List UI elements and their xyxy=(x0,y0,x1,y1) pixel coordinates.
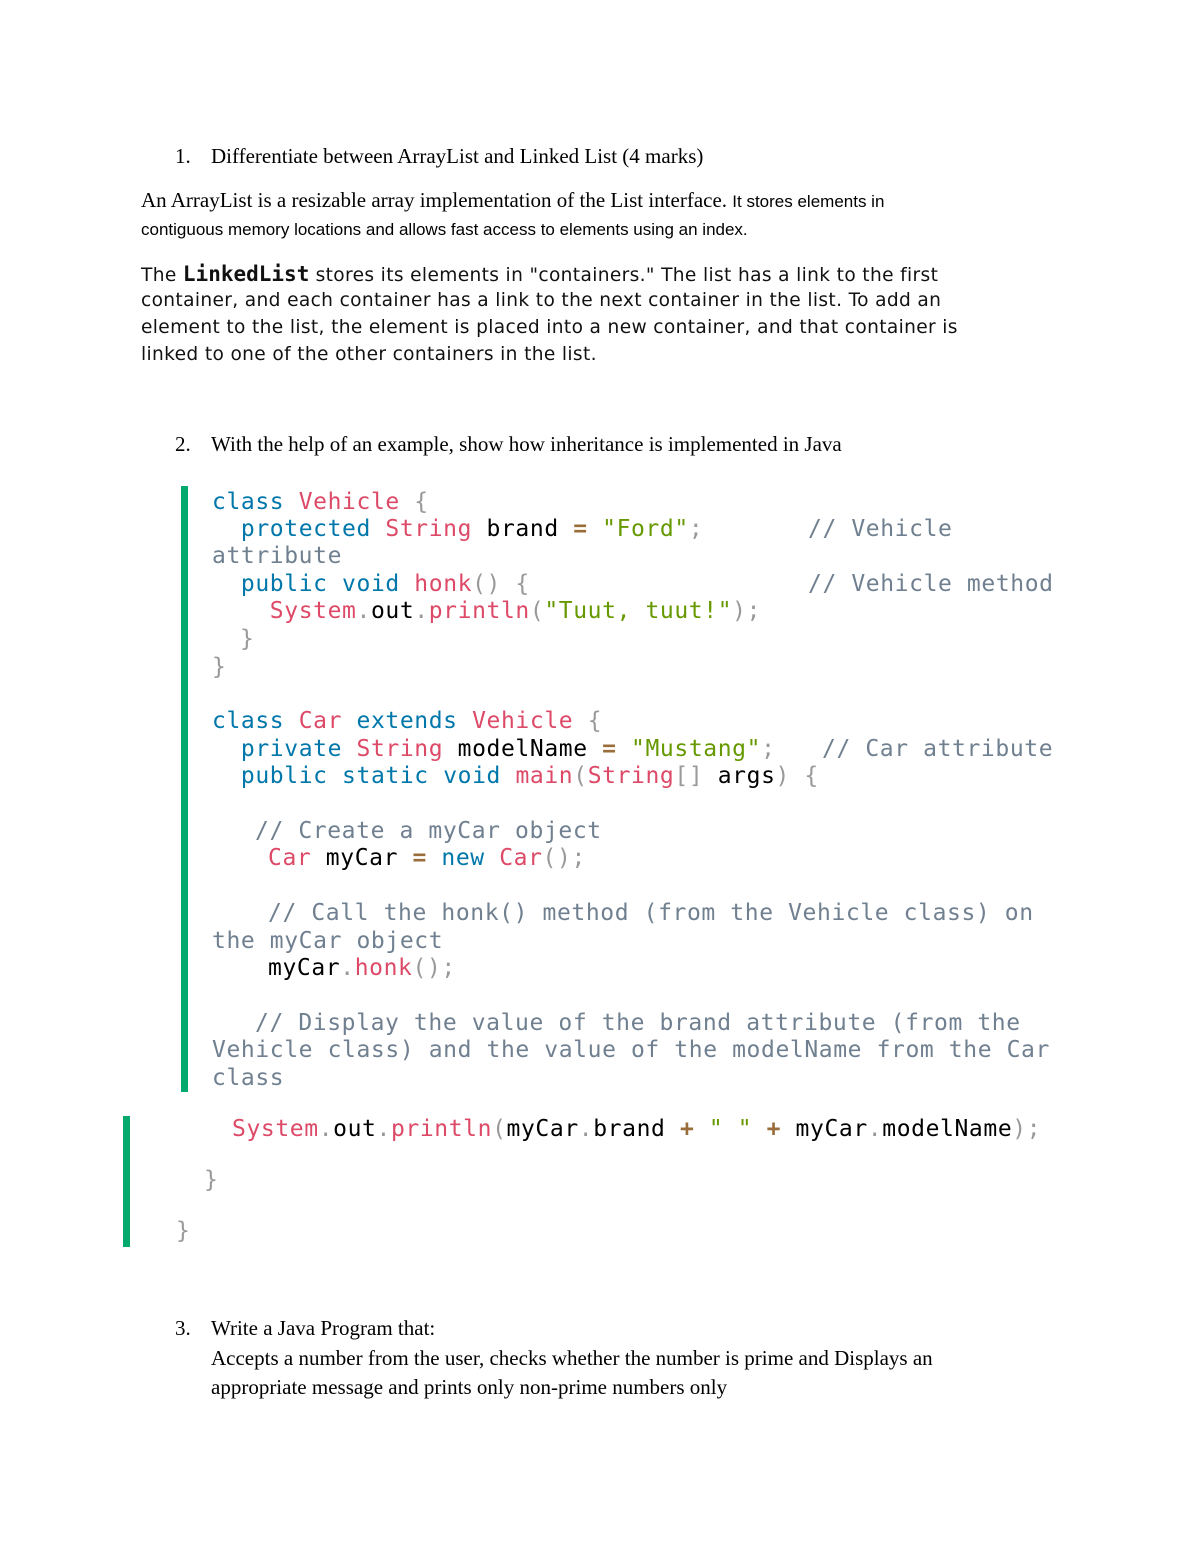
code-line: } xyxy=(204,1167,219,1193)
code-line: myCar.honk(); xyxy=(268,955,456,981)
linkedlist-prefix: The xyxy=(141,265,177,286)
code-comment: the myCar object xyxy=(212,928,444,954)
code-line: System.out.println("Tuut, tuut!"); xyxy=(269,598,762,624)
arraylist-answer-part-b: It stores elements in xyxy=(732,192,885,211)
code-comment: class xyxy=(212,1065,285,1091)
question-2-text: With the help of an example, show how inheritance is implemented in Java xyxy=(211,432,842,456)
linkedlist-answer-line-1 xyxy=(141,262,938,286)
code-line: class Vehicle { xyxy=(212,489,429,515)
code-comment: // Call the honk() method (from the Vehicle class) on xyxy=(268,900,1034,926)
code-line: System.out.println(myCar.brand + " " + myCar.modelName); xyxy=(232,1116,1042,1142)
code-line: private String modelName = "Mustang"; xyxy=(240,736,776,762)
question-1-number: 1. xyxy=(175,144,191,168)
question-3-text: Write a Java Program that: xyxy=(211,1316,436,1340)
code-comment: // Create a myCar object xyxy=(255,818,602,844)
code-line: } xyxy=(240,626,255,652)
code-comment: // Vehicle method xyxy=(808,571,1054,597)
linkedlist-answer-line-2: container, and each container has a link to the next container in the list. To add an xyxy=(141,290,942,311)
code-line: public void honk() { xyxy=(240,571,530,597)
question-3-number: 3. xyxy=(175,1316,191,1340)
linkedlist-code-word: LinkedList xyxy=(182,262,310,286)
code-line: class Car extends Vehicle { xyxy=(212,708,603,734)
code-line: } xyxy=(212,654,227,680)
code-comment: // Car attribute xyxy=(822,736,1054,762)
code-line: } xyxy=(176,1218,191,1244)
code-line: protected String brand = "Ford"; xyxy=(240,516,704,542)
question-3-line-2: Accepts a number from the user, checks whether the number is prime and Displays an xyxy=(211,1346,933,1370)
code-comment: // Vehicle xyxy=(808,516,953,542)
code-comment: // Display the value of the brand attribute (from the xyxy=(255,1010,1021,1036)
question-1-text: Differentiate between ArrayList and Linked List (4 marks) xyxy=(211,144,704,168)
linkedlist-answer-line-4: linked to one of the other containers in the list. xyxy=(141,344,597,365)
code-comment: Vehicle class) and the value of the modelName from the Car xyxy=(212,1037,1050,1063)
linkedlist-line1-rest: stores its elements in "containers." The list has a link to the first xyxy=(315,265,939,286)
arraylist-answer-part-a: An ArrayList is a resizable array implementation of the List interface. xyxy=(141,188,728,212)
code-block-accent-bar-2 xyxy=(123,1116,130,1247)
code-line: Car myCar = new Car(); xyxy=(268,845,586,871)
arraylist-answer-line-2: contiguous memory locations and allows fast access to elements using an index. xyxy=(141,220,748,239)
question-3-line-3: appropriate message and prints only non-prime numbers only xyxy=(211,1375,728,1399)
question-2-number: 2. xyxy=(175,432,191,456)
arraylist-answer-line-1 xyxy=(141,188,884,213)
code-comment: attribute xyxy=(212,543,343,569)
code-block-accent-bar xyxy=(181,486,188,1092)
code-line: public static void main(String[] args) { xyxy=(240,763,819,789)
linkedlist-answer-line-3: element to the list, the element is placed into a new container, and that container is xyxy=(141,317,958,338)
